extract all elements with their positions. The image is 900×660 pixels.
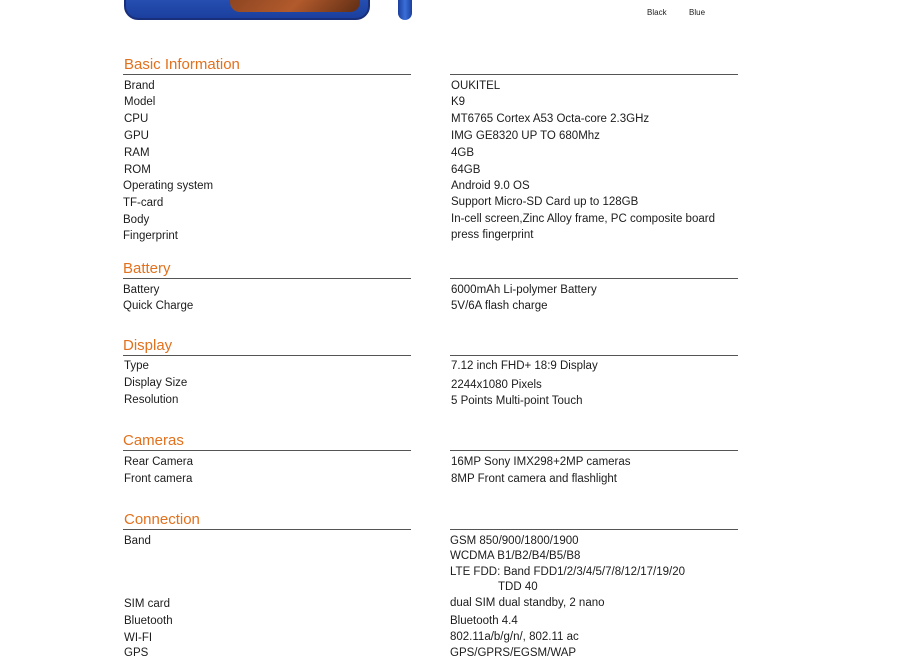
spec-label-front-camera: Front camera	[124, 473, 193, 485]
spec-value-rom: 64GB	[451, 164, 481, 176]
spec-value-rear-camera: 16MP Sony IMX298+2MP cameras	[451, 456, 631, 468]
spec-value-gps: GPS/GPRS/EGSM/WAP	[450, 647, 577, 659]
spec-label-body: Body	[123, 214, 150, 226]
spec-value-ram: 4GB	[451, 147, 475, 159]
spec-label-battery: Battery	[123, 284, 160, 296]
spec-value-band-wcdma: WCDMA B1/B2/B4/B5/B8	[450, 550, 581, 562]
spec-value-battery: 6000mAh Li-polymer Battery	[451, 284, 597, 296]
divider	[123, 355, 411, 356]
divider	[450, 74, 738, 75]
divider	[123, 74, 411, 75]
spec-label-wifi: WI-FI	[124, 632, 153, 644]
spec-label-rear-camera: Rear Camera	[124, 456, 194, 468]
spec-value-fingerprint: press fingerprint	[451, 229, 534, 241]
spec-label-sim-card: SIM card	[124, 598, 171, 610]
spec-label-model: Model	[124, 96, 156, 108]
spec-label-type: Type	[124, 360, 149, 372]
spec-value-type: 7.12 inch FHD+ 18:9 Display	[451, 360, 598, 372]
section-title-connection: Connection	[124, 511, 200, 528]
divider	[450, 529, 738, 530]
spec-label-bluetooth: Bluetooth	[124, 615, 173, 627]
spec-value-cpu: MT6765 Cortex A53 Octa-core 2.3GHz	[451, 113, 650, 125]
spec-value-wifi: 802.11a/b/g/n/, 802.11 ac	[450, 631, 579, 643]
spec-label-cpu: CPU	[124, 113, 149, 125]
spec-label-tf-card: TF-card	[123, 197, 164, 209]
spec-value-band-gsm: GSM 850/900/1800/1900	[450, 535, 579, 547]
divider	[123, 529, 411, 530]
spec-label-resolution: Resolution	[124, 394, 179, 406]
spec-label-rom: ROM	[124, 164, 151, 176]
spec-value-sim-card: dual SIM dual standby, 2 nano	[450, 597, 605, 609]
spec-value-os: Android 9.0 OS	[451, 180, 530, 192]
section-title-battery: Battery	[123, 260, 171, 277]
section-title-display: Display	[123, 337, 173, 354]
section-title-cameras: Cameras	[123, 432, 184, 449]
spec-label-quick-charge: Quick Charge	[123, 300, 194, 312]
spec-label-gpu: GPU	[124, 130, 149, 142]
phone-image-side	[398, 0, 412, 20]
spec-label-fingerprint: Fingerprint	[123, 230, 178, 242]
spec-value-brand: OUKITEL	[451, 80, 501, 92]
spec-value-bluetooth: Bluetooth 4.4	[450, 615, 518, 627]
phone-image-front	[124, 0, 370, 20]
spec-value-band-tdd: TDD 40	[498, 581, 538, 593]
spec-value-tf-card: Support Micro-SD Card up to 128GB	[451, 196, 639, 208]
spec-value-display-size: 2244x1080 Pixels	[451, 379, 542, 391]
divider	[123, 450, 411, 451]
spec-value-gpu: IMG GE8320 UP TO 680Mhz	[451, 130, 600, 142]
color-label-blue: Blue	[689, 8, 706, 17]
divider	[450, 278, 738, 279]
spec-label-ram: RAM	[124, 147, 150, 159]
spec-label-gps: GPS	[124, 647, 149, 659]
spec-value-quick-charge: 5V/6A flash charge	[451, 300, 548, 312]
spec-label-band: Band	[124, 535, 151, 547]
spec-value-model: K9	[451, 96, 466, 108]
spec-label-display-size: Display Size	[124, 377, 188, 389]
divider	[123, 278, 411, 279]
divider	[450, 355, 738, 356]
spec-value-resolution: 5 Points Multi-point Touch	[451, 395, 583, 407]
color-label-black: Black	[647, 8, 667, 17]
spec-value-body: In-cell screen,Zinc Alloy frame, PC composite board	[451, 213, 715, 225]
phone-screen	[230, 0, 360, 12]
spec-value-front-camera: 8MP Front camera and flashlight	[451, 473, 617, 485]
section-title-basic: Basic Information	[124, 56, 240, 73]
spec-value-band-lte-fdd: LTE FDD: Band FDD1/2/3/4/5/7/8/12/17/19/20	[450, 566, 686, 578]
divider	[450, 450, 738, 451]
spec-label-brand: Brand	[124, 80, 155, 92]
spec-label-os: Operating system	[123, 180, 214, 192]
